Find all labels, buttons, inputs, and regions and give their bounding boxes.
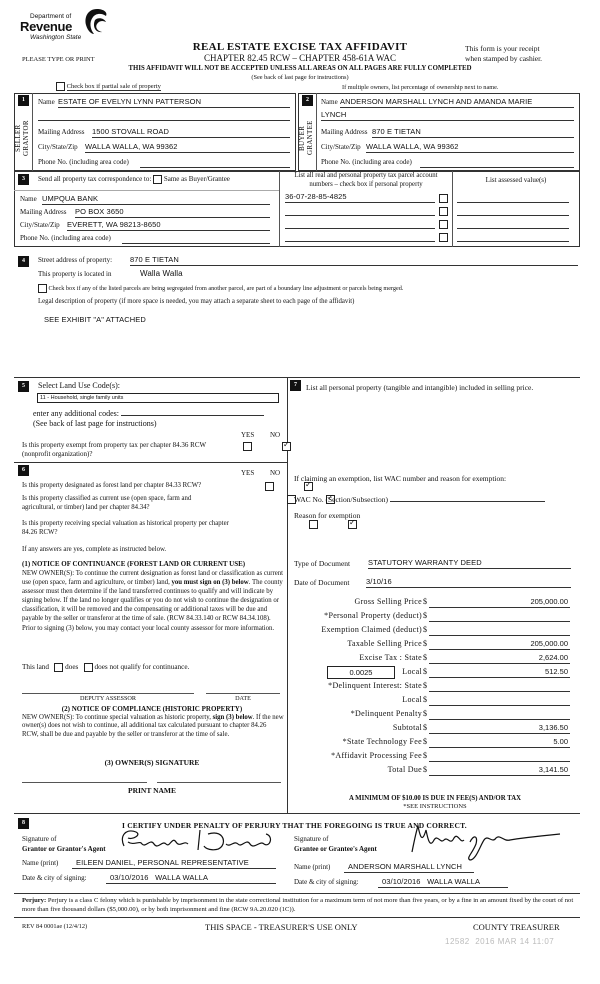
- treasurer-stamp: 12582 2016 MAR 14 11:07: [445, 937, 555, 946]
- partial-sale-checkbox[interactable]: [56, 82, 65, 91]
- wac-field[interactable]: [390, 493, 545, 502]
- parcel-row-4: [285, 231, 450, 242]
- buyer-grantee-label: [298, 112, 316, 164]
- owner-signature-label: (3) OWNER(S) SIGNATURE: [104, 758, 200, 767]
- certify-statement: I CERTIFY UNDER PENALTY OF PERJURY THAT THE FOREGOING IS TRUE AND CORRECT.: [122, 821, 467, 830]
- print-name-label: PRINT NAME: [128, 786, 176, 795]
- total-due-row: [295, 765, 570, 777]
- receipt-note-2: when stamped by cashier.: [465, 54, 543, 63]
- notice-compliance-bold: sign (3) below: [212, 714, 253, 721]
- sec6-yes-header: YES: [241, 469, 255, 477]
- grantor-name-field[interactable]: EILEEN DANIEL, PERSONAL REPRESENTATIVE: [72, 858, 276, 869]
- assessor-date-label: DATE: [235, 695, 251, 702]
- section-8-badge: 8: [18, 818, 29, 829]
- seller-name-field[interactable]: ESTATE OF EVELYN LYNN PATTERSON: [58, 97, 290, 108]
- exemption-claimed-field[interactable]: [429, 625, 570, 636]
- grantor-date-label: Date & city of signing:: [22, 874, 87, 882]
- section-2-badge: 2: [302, 95, 313, 106]
- corr-phone-field[interactable]: [122, 233, 270, 244]
- grantee-sig-label-1: Signature of: [294, 835, 329, 843]
- forest-land-no-checkbox[interactable]: [304, 482, 313, 491]
- exemption-label: If claiming an exemption, list WAC number and reason for exemption:: [294, 474, 507, 483]
- personal-property-checkbox[interactable]: [439, 207, 448, 216]
- assessed-value-field-4[interactable]: [457, 231, 569, 242]
- see-back-note: (See back of last page for instructions): [251, 74, 349, 81]
- dollar-sign: $: [423, 611, 427, 620]
- affidavit-warning: THIS AFFIDAVIT WILL NOT BE ACCEPTED UNLESS ALL AREAS ON ALL PAGES ARE FULLY COMPLETED: [128, 65, 472, 72]
- seller-mailing-label: Mailing Address: [38, 128, 85, 136]
- grantor-signature[interactable]: [114, 826, 284, 854]
- seller-mailing-field[interactable]: 1500 STOVALL ROAD: [92, 127, 290, 138]
- parcel-number-field[interactable]: 36-07-28-85-4825: [285, 192, 435, 203]
- reason-label: Reason for exemption: [294, 511, 361, 520]
- notice-continuance-text-b: . The county assessor must then determine if the land transferred continues to qualify and will indicate by signing below. If the land no longer qualifies or you do not wish to continue the designation or classification, it will be removed and the compensating or additional taxes will be due and payable by the seller or transferor at the time of sale. (RCW 84.33.140 or RCW 84.34.108). Prior to signing (3) below, you may contact your local county assessor for more information.: [22, 579, 283, 632]
- corr-mailing-field[interactable]: PO BOX 3650: [75, 207, 270, 218]
- form-chapter: CHAPTER 82.45 RCW – CHAPTER 458-61A WAC: [204, 53, 396, 63]
- buyer-phone-field[interactable]: [420, 157, 574, 168]
- tax-row-label: Subtotal: [392, 723, 422, 732]
- total-due-field[interactable]: 3,141.50: [429, 765, 570, 776]
- tax-row-label: *Personal Property (deduct): [324, 611, 422, 620]
- county-treasurer-label: COUNTY TREASURER: [473, 922, 560, 932]
- local-rate-box[interactable]: 0.0025: [327, 666, 395, 679]
- does-label: does: [65, 663, 79, 672]
- section-4-badge: 4: [18, 256, 29, 267]
- exempt-yes-checkbox[interactable]: [243, 442, 252, 451]
- section-1-badge: 1: [18, 95, 29, 106]
- personal-property-deduct-row: [295, 611, 570, 623]
- parcel-row-3: [285, 218, 450, 229]
- land-use-select[interactable]: 11 - Household, single family units: [37, 393, 279, 403]
- grantee-name-label: Name (print): [294, 863, 331, 871]
- grantor-sig-label-2: Grantor or Grantor's Agent: [22, 845, 106, 853]
- doc-date-label: Date of Document: [294, 578, 350, 587]
- seller-city-label: City/State/Zip: [38, 143, 78, 151]
- grantee-date-label: Date & city of signing:: [294, 878, 359, 886]
- parcel-number-field[interactable]: [285, 231, 435, 242]
- legal-description-label: Legal description of property (if more space is needed, you may attach a separate sheet to each page of the affidavit): [38, 298, 355, 305]
- doc-date-field[interactable]: 3/10/16: [366, 577, 571, 588]
- excise-tax-state-field[interactable]: 2,624.00: [429, 653, 570, 664]
- segregated-label: Check box if any of the listed parcels are being segregated from another parcel, are part of a boundary line adjustment or parcels being merged.: [48, 284, 404, 292]
- parcel-number-field[interactable]: [285, 205, 435, 216]
- dollar-sign: $: [423, 667, 427, 676]
- parcel-number-field[interactable]: [285, 218, 435, 229]
- seller-name-field-2[interactable]: [38, 110, 290, 121]
- dollar-sign: $: [423, 597, 427, 606]
- notice-continuance-title: (1) NOTICE OF CONTINUANCE (FOREST LAND OR CURRENT USE): [22, 560, 246, 568]
- dollar-sign: $: [423, 751, 427, 760]
- grantee-sig-label-2: Grantee or Grantee's Agent: [294, 845, 377, 853]
- dor-logo: [18, 8, 118, 48]
- subtotal-field[interactable]: 3,136.50: [429, 723, 570, 734]
- does-not-label: does not qualify for continuance.: [94, 663, 190, 672]
- sec6-no-header: NO: [270, 469, 281, 477]
- notice-continuance-text-a: NEW OWNER(S): To continue the current designation as forest land or classification as current use (open space, farm and agriculture, or timber) land,: [22, 570, 284, 587]
- taxable-selling-price-field[interactable]: 205,000.00: [429, 639, 570, 650]
- delinquent-interest-state-field[interactable]: [429, 681, 570, 692]
- delinquent-interest-state-row: [295, 681, 570, 693]
- historic-question: Is this property receiving special valuation as historical property per chapter 84.26 RCW?: [22, 520, 229, 536]
- notice-compliance-text-a: NEW OWNER(S): To continue special valuation as historic property,: [22, 714, 211, 721]
- located-in-value[interactable]: Walla Walla: [140, 269, 183, 278]
- personal-property-checkbox[interactable]: [439, 220, 448, 229]
- section-6-badge: 6: [18, 465, 29, 476]
- assessed-value-field-3[interactable]: [457, 218, 569, 229]
- tax-row-label: Local: [402, 695, 422, 704]
- tax-row-label: Exemption Claimed (deduct): [321, 625, 422, 634]
- parcel-row-2: [285, 205, 450, 216]
- tax-row-label: *Delinquent Penalty: [350, 709, 422, 718]
- excise-tax-local-row: [295, 667, 570, 679]
- notice-compliance-text: [22, 714, 284, 739]
- taxable-selling-price-row: [295, 639, 570, 651]
- street-address-label: Street address of property:: [38, 256, 113, 264]
- gross-selling-price-field[interactable]: 205,000.00: [429, 597, 570, 608]
- same-as-buyer-label: Same as Buyer/Grantee: [163, 175, 230, 184]
- corr-phone-label: Phone No. (including area code): [20, 234, 111, 242]
- form-title: REAL ESTATE EXCISE TAX AFFIDAVIT: [192, 41, 408, 53]
- receipt-note-1: This form is your receipt: [465, 44, 540, 53]
- dollar-sign: $: [423, 681, 427, 690]
- exempt-no-checkbox[interactable]: [282, 442, 291, 451]
- forest-land-yes-checkbox[interactable]: [265, 482, 274, 491]
- seller-name-label: Name: [38, 98, 55, 106]
- exempt-yes-header: YES: [241, 431, 255, 439]
- grantee-signature[interactable]: [400, 822, 580, 862]
- grantor-label: GRANTOR: [22, 120, 30, 156]
- personal-property-label: List all personal property (tangible and intangible) included in selling price.: [306, 383, 534, 392]
- grantee-name-field[interactable]: ANDERSON MARSHALL LYNCH: [344, 862, 474, 873]
- affidavit-processing-fee-row: [295, 751, 570, 763]
- buyer-mailing-field[interactable]: 870 E TIETAN: [372, 127, 574, 138]
- segregated-checkbox[interactable]: [38, 284, 47, 293]
- deputy-assessor-label: DEPUTY ASSESSOR: [80, 695, 136, 702]
- dollar-sign: $: [423, 625, 427, 634]
- notice-compliance-title: (2) NOTICE OF COMPLIANCE (HISTORIC PROPERTY): [61, 705, 243, 713]
- parcel-header: List all real and personal property tax parcel account numbers – check box if personal property: [294, 172, 438, 188]
- seller-label: SELLER: [14, 124, 22, 152]
- tax-row-label: Local: [402, 667, 422, 676]
- seller-phone-label: Phone No. (including area code): [38, 158, 129, 166]
- buyer-mailing-label: Mailing Address: [321, 128, 368, 136]
- reason-field[interactable]: [294, 522, 574, 550]
- excise-tax-state-row: [295, 653, 570, 665]
- assessed-value-field-2[interactable]: [457, 205, 569, 216]
- minimum-due-note: A MINIMUM OF $10.00 IS DUE IN FEE(S) AND/OR TAX: [348, 795, 522, 802]
- logo-line-3: Washington State: [30, 34, 82, 41]
- buyer-label: BUYER: [298, 125, 306, 151]
- type-or-print: PLEASE TYPE OR PRINT: [22, 56, 95, 63]
- send-correspondence-label: Send all property tax correspondence to:: [38, 175, 152, 184]
- see-instructions-note: *SEE INSTRUCTIONS: [403, 803, 467, 810]
- partial-sale-checkbox-row[interactable]: [56, 82, 161, 91]
- multiple-owners-note: If multiple owners, list percentage of ownership next to name.: [342, 84, 499, 91]
- dollar-sign: $: [423, 695, 427, 704]
- personal-property-checkbox[interactable]: [439, 194, 448, 203]
- land-use-label: Select Land Use Code(s):: [38, 381, 120, 390]
- dollar-sign: $: [423, 653, 427, 662]
- grantor-date-field[interactable]: 03/10/2016 WALLA WALLA: [106, 873, 276, 884]
- grantee-date-field[interactable]: 03/10/2016 WALLA WALLA: [378, 877, 508, 888]
- corr-city-field[interactable]: EVERETT, WA 98213-8650: [67, 220, 270, 231]
- assessed-header: List assessed value(s): [485, 176, 547, 184]
- grantor-sig-label-1: Signature of: [22, 835, 57, 843]
- perjury-notice: [22, 897, 578, 914]
- tax-row-label: *State Technology Fee: [342, 737, 422, 746]
- seller-phone-field[interactable]: [140, 157, 290, 168]
- partial-sale-label: Check box if partial sale of property: [66, 82, 161, 90]
- corr-mailing-label: Mailing Address: [20, 208, 67, 216]
- does-not-qualify-checkbox[interactable]: [84, 663, 93, 672]
- exemption-claimed-row: [295, 625, 570, 637]
- grantor-name-label: Name (print): [22, 859, 59, 867]
- doc-type-field[interactable]: STATUTORY WARRANTY DEED: [368, 558, 571, 569]
- gross-selling-price-row: [295, 597, 570, 609]
- wac-label: WAC No. (Section/Subsection): [294, 495, 388, 504]
- subtotal-row: [295, 723, 570, 735]
- notice-continuance-bold: you must sign on (3) below: [171, 579, 249, 587]
- seller-grantor-label: [14, 112, 32, 164]
- additional-codes-row: [33, 407, 264, 418]
- corr-name-label: Name: [20, 195, 37, 203]
- grantee-signature-scribble-icon: [400, 822, 580, 862]
- delinquent-interest-local-field[interactable]: [429, 695, 570, 706]
- delinquent-penalty-row: [295, 709, 570, 721]
- perjury-bold: Perjury:: [22, 897, 47, 904]
- treasurer-use-label: THIS SPACE - TREASURER'S USE ONLY: [205, 922, 358, 932]
- corr-name-field[interactable]: UMPQUA BANK: [42, 194, 270, 205]
- additional-codes-label: enter any additional codes:: [33, 409, 119, 418]
- notice-continuance-text: [22, 569, 284, 633]
- notice-compliance-text-b: . If the new owner(s) does not wish to continue, all additional tax calculated pursuant to chapter 84.26 RCW, shall be due and payable by the seller or transferor at the time of sale.: [22, 714, 284, 738]
- street-address-field[interactable]: 870 E TIETAN: [130, 255, 578, 266]
- personal-property-checkbox[interactable]: [439, 233, 448, 242]
- tax-row-label: *Delinquent Interest: State: [328, 681, 422, 690]
- tax-row-label: *Affidavit Processing Fee: [331, 751, 422, 760]
- assessed-value-field-1[interactable]: [457, 192, 569, 203]
- additional-codes-field[interactable]: [121, 407, 264, 416]
- buyer-name-label: Name: [321, 98, 338, 106]
- buyer-name-field[interactable]: ANDERSON MARSHALL LYNCH AND AMANDA MARIE: [340, 97, 574, 108]
- tax-row-label: Gross Selling Price: [354, 597, 422, 606]
- delinquent-interest-local-row: [295, 695, 570, 707]
- perjury-text: Perjury is a class C felony which is punishable by imprisonment in the state correctional institution for a maximum term of not more than five years, or by a fine in an amount fixed by the court of not more than five thousand dollars ($5,000.00), or by both imprisonment and fine (RCW 9A.20.020 (1C)).: [22, 897, 574, 913]
- dollar-sign: $: [423, 737, 427, 746]
- corr-city-label: City/State/Zip: [20, 221, 60, 229]
- personal-property-area[interactable]: [306, 408, 576, 458]
- excise-tax-local-field[interactable]: 512.50: [429, 667, 570, 678]
- segregated-row[interactable]: [38, 284, 403, 293]
- section-5-see-back: (See back of last page for instructions): [33, 419, 157, 428]
- delinquent-penalty-field[interactable]: [429, 709, 570, 720]
- does-qualify-checkbox[interactable]: [54, 663, 63, 672]
- logo-line-2: Revenue: [20, 19, 73, 34]
- form-number: REV 84 0001ae (12/4/12): [22, 923, 88, 930]
- tax-row-label: Total Due: [387, 765, 422, 774]
- buyer-city-field[interactable]: WALLA WALLA, WA 99362: [366, 142, 574, 153]
- section-7-badge: 7: [290, 380, 301, 391]
- located-in-label: This property is located in: [38, 270, 112, 278]
- dor-swoosh-icon: [82, 7, 112, 37]
- buyer-name-field-2[interactable]: LYNCH: [321, 110, 574, 121]
- dollar-sign: $: [423, 723, 427, 732]
- this-land-label: This land: [22, 663, 49, 672]
- exempt-question: Is this property exempt from property tax per chapter 84.36 RCW (nonprofit organization)?: [22, 441, 206, 458]
- parcel-row-1: [285, 192, 450, 203]
- seller-city-field[interactable]: WALLA WALLA, WA 99362: [85, 142, 290, 153]
- send-correspondence-row: [38, 175, 230, 184]
- if-yes-note: If any answers are yes, complete as instructed below.: [22, 546, 167, 553]
- affidavit-processing-fee-field[interactable]: [429, 751, 570, 762]
- personal-property-deduct-field[interactable]: [429, 611, 570, 622]
- section-3-badge: 3: [18, 174, 29, 185]
- tax-row-label: Taxable Selling Price: [347, 639, 422, 648]
- dollar-sign: $: [423, 639, 427, 648]
- state-technology-fee-field[interactable]: 5.00: [429, 737, 570, 748]
- tax-row-label: Excise Tax : State: [359, 653, 422, 662]
- grantor-signature-scribble-icon: [114, 826, 284, 854]
- buyer-phone-label: Phone No. (including area code): [321, 158, 412, 166]
- doc-type-label: Type of Document: [294, 559, 351, 568]
- buyer-city-label: City/State/Zip: [321, 143, 361, 151]
- dollar-sign: $: [423, 765, 427, 774]
- state-technology-fee-row: [295, 737, 570, 749]
- forest-land-question: Is this property designated as forest land per chapter 84.33 RCW?: [22, 482, 202, 489]
- logo-line-1: Department of: [30, 13, 72, 20]
- legal-description-value[interactable]: SEE EXHIBIT "A" ATTACHED: [44, 315, 146, 324]
- wac-row: [294, 493, 545, 504]
- same-as-buyer-checkbox[interactable]: [153, 175, 162, 184]
- doc-type-row: [294, 559, 350, 568]
- grantee-label: GRANTEE: [306, 120, 314, 156]
- section-5-badge: 5: [18, 381, 29, 392]
- dollar-sign: $: [423, 709, 427, 718]
- exempt-no-header: NO: [270, 431, 281, 439]
- continuance-qualify-row: [22, 663, 189, 672]
- current-use-question: Is this property classified as current use (open space, farm and agricultural, or timber) land per chapter 84.34?: [22, 495, 192, 511]
